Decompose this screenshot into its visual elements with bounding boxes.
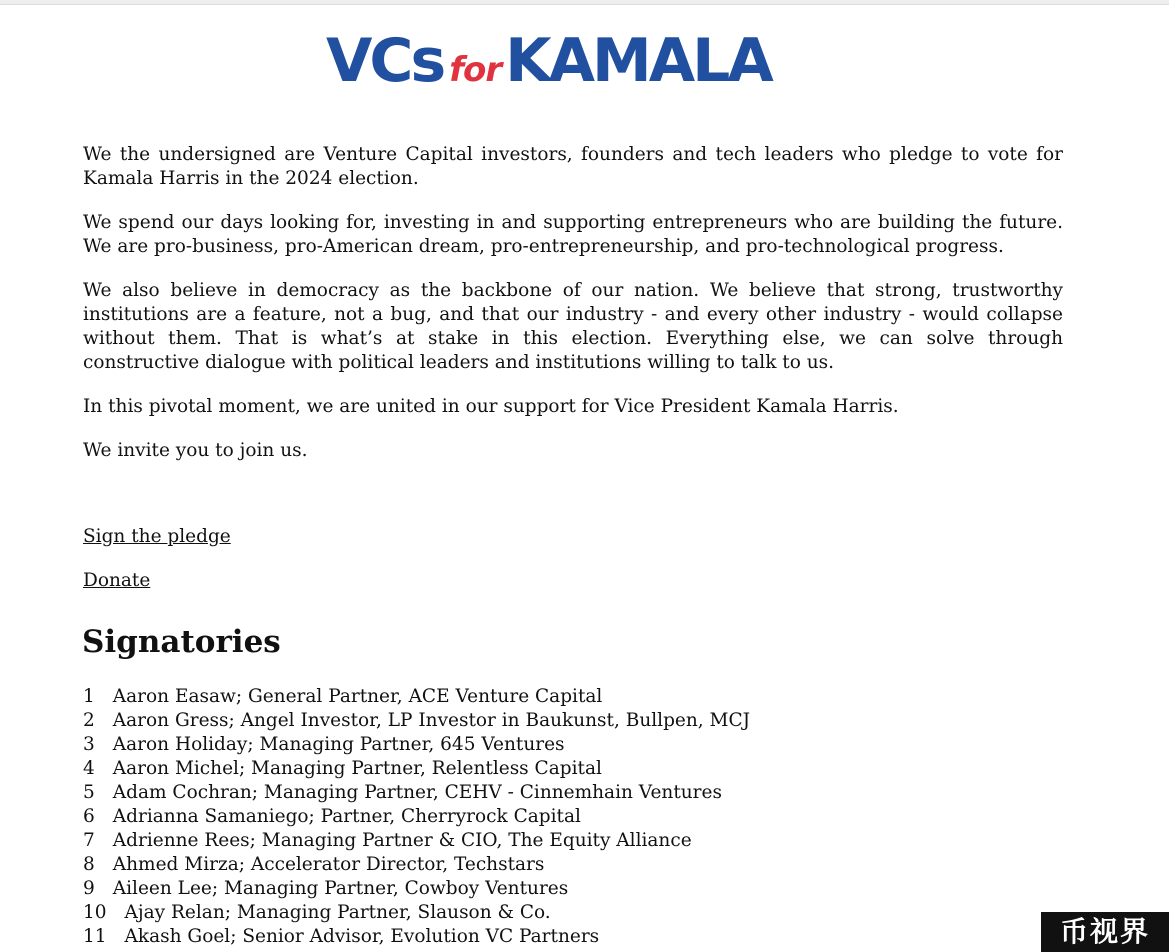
signatory-text: Aaron Easaw; General Partner, ACE Venture Capital [112,686,603,707]
signatory-row [83,757,750,781]
signatories-list [83,685,750,949]
signatory-text: Aaron Michel; Managing Partner, Relentless Capital [112,758,602,779]
signatory-row [83,925,750,949]
signatory-text: Aaron Holiday; Managing Partner, 645 Ventures [112,734,565,755]
signatory-row [83,805,750,829]
signatories-heading: Signatories [82,624,281,660]
logo-vcs: VCs [326,26,444,96]
signatory-row [83,685,750,709]
signatory-number: 1 [83,686,95,707]
signatory-row [83,733,750,757]
signatory-row [83,853,750,877]
signatory-number: 6 [83,806,95,827]
signatory-number: 8 [83,854,95,875]
signatory-row [83,781,750,805]
signatory-row [83,877,750,901]
action-links [83,525,231,613]
signatory-number: 3 [83,734,95,755]
signatory-text: Ajay Relan; Managing Partner, Slauson & Co. [124,902,551,923]
paragraph-3: We also believe in democracy as the backbone of our nation. We believe that strong, trustworthy institutions are a feature, not a bug, and that our industry - and every other industry - would collapse without them. That is what’s at stake in this election. Everything else, we can solve through constructive dialogue with political leaders and institutions willing to talk to us. [83,280,1063,373]
signatory-text: Adrienne Rees; Managing Partner & CIO, The Equity Alliance [112,830,692,851]
signatory-number: 10 [83,902,107,923]
signatory-number: 11 [83,926,107,947]
site-logo[interactable] [326,26,771,96]
paragraph-2: We spend our days looking for, investing in and supporting entrepreneurs who are building the future. We are pro-business, pro-American dream, pro-entrepreneurship, and pro-technological progress. [83,212,1063,257]
paragraph-4: In this pivotal moment, we are united in our support for Vice President Kamala Harris. [83,396,899,417]
signatory-text: Adrianna Samaniego; Partner, Cherryrock Capital [112,806,581,827]
paragraph-1: We the undersigned are Venture Capital investors, founders and tech leaders who pledge to vote for Kamala Harris in the 2024 election. [83,144,1063,189]
signatory-row [83,829,750,853]
signatory-text: Ahmed Mirza; Accelerator Director, Techstars [112,854,545,875]
signatory-text: Akash Goel; Senior Advisor, Evolution VC Partners [124,926,600,947]
signatory-number: 7 [83,830,95,851]
logo-for: for [449,50,502,90]
signatory-row [83,901,750,925]
signatory-number: 5 [83,782,95,803]
top-border [0,0,1169,5]
signatory-number: 2 [83,710,95,731]
signatory-text: Aaron Gress; Angel Investor, LP Investor in Baukunst, Bullpen, MCJ [112,710,751,731]
signatory-text: Adam Cochran; Managing Partner, CEHV - Cinnemhain Ventures [112,782,722,803]
signatory-number: 9 [83,878,95,899]
watermark-badge: 币视界 [1041,912,1169,952]
signatory-text: Aileen Lee; Managing Partner, Cowboy Ventures [112,878,569,899]
signatory-number: 4 [83,758,95,779]
logo-kamala: KAMALA [505,26,771,96]
paragraph-5: We invite you to join us. [83,440,308,461]
pledge-text [83,143,1063,483]
signatory-row [83,709,750,733]
sign-pledge-link[interactable]: Sign the pledge [83,526,231,547]
donate-link[interactable]: Donate [83,570,151,591]
